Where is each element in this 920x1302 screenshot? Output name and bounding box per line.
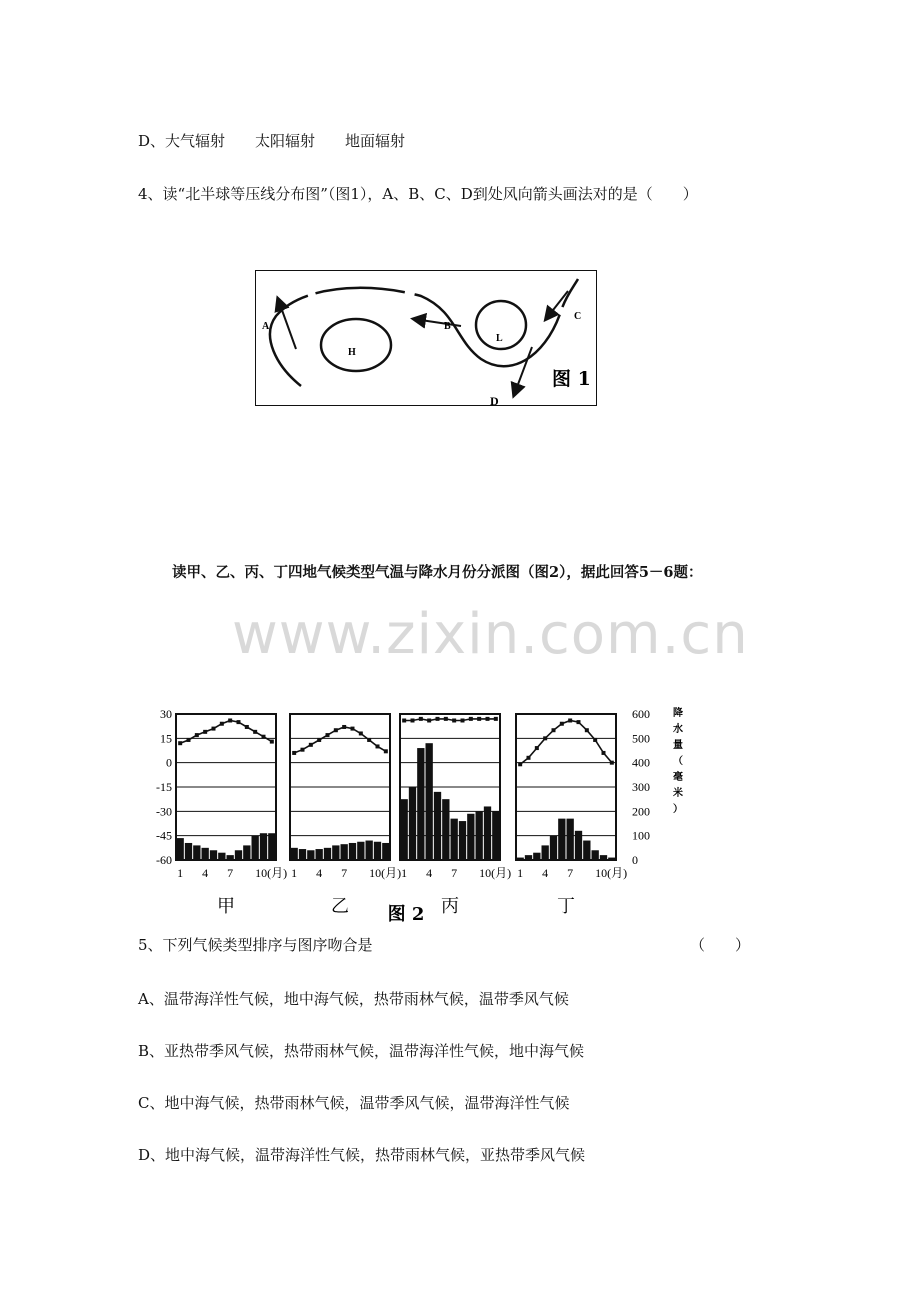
left-axis-tick: -30 <box>156 804 172 819</box>
left-axis-tick: -45 <box>156 828 172 843</box>
label-c: C <box>574 311 582 322</box>
right-axis-label-char: （ <box>673 756 683 767</box>
x-axis-tick: 4 <box>426 866 433 880</box>
temperature-point <box>220 722 224 726</box>
precip-bar <box>218 853 225 860</box>
right-axis-label-char: ） <box>673 804 683 815</box>
temperature-point <box>602 751 606 755</box>
right-axis-label-char: 米 <box>673 788 683 799</box>
arrow-d <box>514 347 532 395</box>
temperature-point <box>376 744 380 748</box>
x-axis-tick: 10(月) <box>595 866 628 880</box>
temperature-point <box>367 738 371 742</box>
precip-bar <box>442 799 449 860</box>
temperature-point <box>309 743 313 747</box>
precip-bar <box>583 841 590 860</box>
precip-bar <box>268 833 275 860</box>
precip-bar <box>525 855 532 860</box>
temperature-point <box>543 736 547 740</box>
right-axis-tick: 400 <box>632 755 650 770</box>
x-axis-tick: 1 <box>177 866 184 880</box>
label-d: D <box>490 394 499 407</box>
x-axis-tick: 10(月) <box>479 866 512 880</box>
precip-bar <box>592 850 599 860</box>
precip-bar <box>227 855 234 860</box>
temperature-point <box>228 718 232 722</box>
panel-name: 丙 <box>441 896 459 917</box>
precip-bar <box>476 811 483 860</box>
precip-bar <box>409 787 416 860</box>
temperature-point <box>253 730 257 734</box>
x-axis-tick: 7 <box>567 866 574 880</box>
precip-bar <box>316 849 323 860</box>
temperature-point <box>552 728 556 732</box>
right-axis-tick: 200 <box>632 804 650 819</box>
right-axis-label-char: 降 <box>673 708 683 719</box>
x-axis-tick: 4 <box>316 866 323 880</box>
figure-2-label: 图 2 <box>387 904 425 925</box>
precip-bar <box>401 799 408 860</box>
precip-bar <box>291 848 298 860</box>
temperature-point <box>262 735 266 739</box>
x-axis-tick: 7 <box>451 866 458 880</box>
precip-bar <box>600 855 607 860</box>
q5-option-a: A、温带海洋性气候，地中海气候，热带雨林气候，温带季风气候 <box>138 990 569 1008</box>
instruction: 读甲、乙、丙、丁四地气候类型气温与降水月份分派图（图2），据此回答5－6题： <box>172 564 703 581</box>
temperature-point <box>351 727 355 731</box>
precip-bar <box>374 842 381 860</box>
left-axis-tick: -60 <box>156 853 172 867</box>
right-axis-tick: 500 <box>632 731 650 746</box>
arrow-c <box>546 291 568 319</box>
temperature-point <box>195 733 199 737</box>
temperature-point <box>518 762 522 766</box>
figure-1-label: 图 1 <box>552 368 591 390</box>
precip-bar <box>426 743 433 860</box>
precip-bar <box>492 811 499 860</box>
precip-bar <box>177 838 184 860</box>
right-axis-label-char: 毫 <box>673 772 683 783</box>
temperature-point <box>187 738 191 742</box>
right-axis-tick: 600 <box>632 707 650 721</box>
right-axis-tick: 100 <box>632 828 650 843</box>
temperature-point <box>560 722 564 726</box>
label-b: B <box>444 321 451 332</box>
precip-bar <box>299 849 306 860</box>
precip-bar <box>210 850 217 860</box>
precip-bar <box>341 844 348 860</box>
q3-option-d: D、大气辐射 太阳辐射 地面辐射 <box>138 132 406 150</box>
q5-answer-paren: （ ） <box>690 936 751 954</box>
q5-option-c: C、地中海气候，热带雨林气候，温带季风气候，温带海洋性气候 <box>138 1094 570 1112</box>
x-axis-tick: 1 <box>291 866 298 880</box>
precip-bar <box>550 836 557 860</box>
precip-bar <box>533 853 540 860</box>
temperature-point <box>292 751 296 755</box>
precip-bar <box>484 806 491 860</box>
label-l: L <box>496 333 503 344</box>
precip-bar <box>382 843 389 860</box>
temperature-point <box>527 756 531 760</box>
temperature-point <box>342 725 346 729</box>
precip-bar <box>608 858 615 860</box>
figure-2-climate-charts <box>130 700 690 930</box>
precip-bar <box>260 833 267 860</box>
precip-bar <box>434 792 441 860</box>
left-axis-tick: 15 <box>160 731 172 746</box>
panel-name: 甲 <box>217 896 235 917</box>
precip-bar <box>542 845 549 860</box>
q5-option-b: B、亚热带季风气候，热带雨林气候，温带海洋性气候，地中海气候 <box>138 1042 585 1060</box>
right-axis-label-char: 量 <box>673 740 683 751</box>
left-axis-tick: -15 <box>156 780 172 794</box>
temperature-point <box>237 720 241 724</box>
temperature-point <box>477 717 481 721</box>
precip-bar <box>451 819 458 860</box>
q4-text: 4、读“北半球等压线分布图”（图1），A、B、C、D到处风向箭头画法对的是（ ） <box>138 185 698 203</box>
temperature-point <box>444 717 448 721</box>
x-axis-tick: 4 <box>202 866 209 880</box>
precip-bar <box>467 814 474 860</box>
temperature-point <box>419 717 423 721</box>
temperature-point <box>461 718 465 722</box>
left-axis-tick: 30 <box>160 707 172 721</box>
temperature-point <box>568 718 572 722</box>
temperature-point <box>317 738 321 742</box>
precip-bar <box>517 858 524 860</box>
precip-bar <box>243 845 250 860</box>
precip-bar <box>324 848 331 860</box>
temperature-point <box>469 717 473 721</box>
precip-bar <box>235 850 242 860</box>
temperature-point <box>610 761 614 765</box>
temperature-point <box>585 728 589 732</box>
label-a: A <box>262 321 270 332</box>
right-axis-tick: 300 <box>632 780 650 794</box>
precip-bar <box>366 841 373 860</box>
temperature-point <box>212 727 216 731</box>
q5-option-d: D、地中海气候，温带海洋性气候，热带雨林气候，亚热带季风气候 <box>138 1146 586 1164</box>
precip-bar <box>567 819 574 860</box>
precip-bar <box>252 836 259 860</box>
x-axis-tick: 1 <box>517 866 524 880</box>
x-axis-tick: 10(月) <box>369 866 402 880</box>
temperature-point <box>577 720 581 724</box>
precip-bar <box>558 819 565 860</box>
temperature-point <box>535 746 539 750</box>
x-axis-tick: 7 <box>227 866 234 880</box>
right-axis-label-char: 水 <box>673 724 683 735</box>
temperature-point <box>384 749 388 753</box>
temperature-point <box>178 741 182 745</box>
precip-bar <box>307 850 314 860</box>
arrow-b <box>414 319 461 326</box>
x-axis-tick: 10(月) <box>255 866 288 880</box>
precip-bar <box>459 821 466 860</box>
x-axis-tick: 1 <box>401 866 408 880</box>
figure-1-isobar-map <box>255 270 597 406</box>
label-h: H <box>348 347 356 358</box>
precip-bar <box>185 843 192 860</box>
temperature-point <box>203 730 207 734</box>
left-axis-tick: 0 <box>166 755 172 770</box>
isobar-diagram <box>256 271 598 407</box>
temperature-point <box>245 725 249 729</box>
temperature-point <box>494 717 498 721</box>
temperature-point <box>427 718 431 722</box>
temperature-point <box>436 717 440 721</box>
q5-text: 5、下列气候类型排序与图序吻合是 <box>138 936 373 954</box>
temperature-point <box>452 718 456 722</box>
temperature-point <box>326 733 330 737</box>
precip-bar <box>417 748 424 860</box>
isobar-high-ring <box>321 319 391 371</box>
precip-bar <box>193 845 200 860</box>
precip-bar <box>575 831 582 860</box>
precip-bar <box>202 848 209 860</box>
watermark: www.zixin.com.cn <box>232 602 749 667</box>
temperature-point <box>486 717 490 721</box>
temperature-point <box>411 718 415 722</box>
temperature-point <box>359 731 363 735</box>
right-axis-tick: 0 <box>632 853 638 867</box>
isobar-outer <box>270 279 578 386</box>
temperature-point <box>301 748 305 752</box>
panel-name: 乙 <box>331 896 349 917</box>
panel-name: 丁 <box>557 896 575 917</box>
precip-bar <box>349 843 356 860</box>
temperature-point <box>402 718 406 722</box>
temperature-point <box>270 740 274 744</box>
x-axis-tick: 7 <box>341 866 348 880</box>
temperature-point <box>334 728 338 732</box>
temperature-point <box>593 738 597 742</box>
x-axis-tick: 4 <box>542 866 549 880</box>
precip-bar <box>357 842 364 860</box>
precip-bar <box>332 845 339 860</box>
